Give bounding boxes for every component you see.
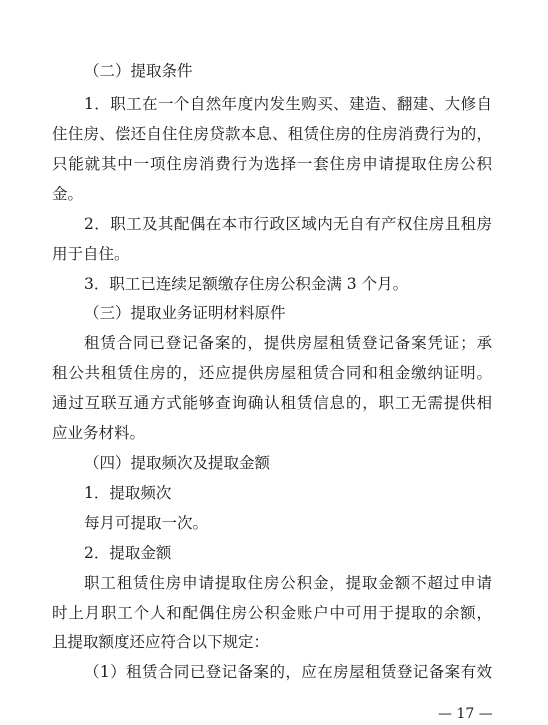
section-heading-conditions: （二）提取条件 [84,62,193,80]
paragraph-line: 2．职工及其配偶在本市行政区域内无自有产权住房且租房 [84,215,492,233]
subheading-frequency: 1．提取频次 [84,484,172,502]
paragraph-line: （1）租赁合同已登记备案的，应在房屋租赁登记备案有效 [84,663,492,681]
page-number: — 17 — [438,706,493,722]
paragraph-line: 应业务材料。 [52,424,146,442]
paragraph-line: 且提取额度还应符合以下规定： [52,633,270,651]
paragraph-line: 用于自住。 [52,245,130,263]
paragraph-line: 通过互联互通方式能够查询确认租赁信息的，职工无需提供相 [52,394,492,412]
section-heading-frequency: （四）提取频次及提取金额 [84,454,271,472]
paragraph-line: 1．职工在一个自然年度内发生购买、建造、翻建、大修自 [84,95,492,113]
paragraph-line: 每月可提取一次。 [84,514,209,532]
paragraph-line: 时上月职工个人和配偶住房公积金账户中可用于提取的余额， [52,604,492,622]
section-heading-documents: （三）提取业务证明材料原件 [84,304,286,322]
paragraph-line: 租赁合同已登记备案的，提供房屋租赁登记备案凭证；承 [84,334,492,352]
paragraph-line: 3．职工已连续足额缴存住房公积金满 3 个月。 [84,275,409,293]
paragraph-line: 金。 [52,185,84,203]
paragraph-line: 租公共租赁住房的，还应提供房屋租赁合同和租金缴纳证明。 [52,364,492,382]
paragraph-line: 只能就其中一项住房消费行为选择一套住房申请提取住房公积 [52,155,492,173]
subheading-amount: 2．提取金额 [84,544,172,562]
paragraph-line: 职工租赁住房申请提取住房公积金，提取金额不超过申请 [84,574,492,592]
paragraph-line: 住住房、偿还自住住房贷款本息、租赁住房的住房消费行为的， [52,125,492,143]
